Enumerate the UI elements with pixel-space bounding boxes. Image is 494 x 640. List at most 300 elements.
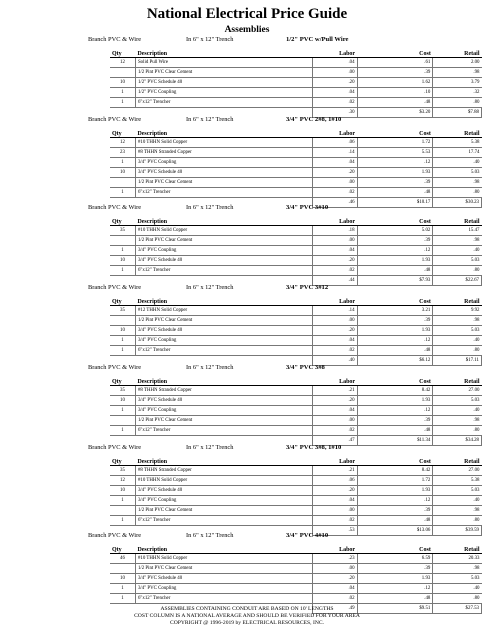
- description-header: Description: [135, 46, 313, 58]
- row-description: 6"x12" Trencher: [135, 426, 313, 436]
- row-labor: .04: [313, 496, 357, 506]
- table-row: [110, 188, 482, 198]
- row-qty: 1: [110, 594, 135, 604]
- row-labor: .04: [313, 58, 357, 68]
- row-description: 3/4" PVC Schedule 40: [135, 326, 313, 336]
- row-description: 6"x12" Trencher: [135, 188, 313, 198]
- row-cost: 5.53: [357, 148, 433, 158]
- row-labor: .06: [313, 138, 357, 148]
- row-cost: .48: [357, 98, 433, 108]
- row-labor: .00: [313, 416, 357, 426]
- row-labor: .02: [313, 516, 357, 526]
- row-retail: .80: [433, 516, 482, 526]
- cost-header: Cost: [357, 454, 433, 466]
- row-cost: .12: [357, 584, 433, 594]
- table-row: [110, 486, 482, 496]
- description-header: Description: [135, 214, 313, 226]
- row-retail: .98: [433, 316, 482, 326]
- row-description: 1/2 Pint PVC Clear Cement: [135, 506, 313, 516]
- assembly-section: [0, 531, 494, 614]
- row-qty: 12: [110, 476, 135, 486]
- row-cost: 1.93: [357, 486, 433, 496]
- row-retail: .80: [433, 98, 482, 108]
- table-row: [110, 346, 482, 356]
- row-retail: .80: [433, 346, 482, 356]
- row-qty: 35: [110, 306, 135, 316]
- row-description: #10 THHN Solid Copper: [135, 554, 313, 564]
- row-labor: .02: [313, 594, 357, 604]
- row-labor: .20: [313, 326, 357, 336]
- footer-line-basis: ASSEMBLIES CONTAINING CONDUIT ARE BASED ON 10' LENGTHS: [160, 606, 334, 612]
- row-qty: 35: [110, 386, 135, 396]
- row-labor: .04: [313, 88, 357, 98]
- row-qty: 1: [110, 584, 135, 594]
- description-header: Description: [135, 374, 313, 386]
- row-labor: .04: [313, 336, 357, 346]
- row-qty: 1: [110, 426, 135, 436]
- section-header: [0, 531, 494, 542]
- row-cost: .48: [357, 188, 433, 198]
- row-cost: .39: [357, 416, 433, 426]
- page-subtitle: Assemblies: [224, 25, 270, 35]
- assembly-table: [110, 374, 482, 446]
- row-retail: .98: [433, 178, 482, 188]
- row-labor: .00: [313, 178, 357, 188]
- row-labor: .20: [313, 574, 357, 584]
- row-description: 6"x12" Trencher: [135, 594, 313, 604]
- row-retail: 20.33: [433, 554, 482, 564]
- section-trench: In 6" x 12" Trench: [186, 116, 234, 123]
- row-retail: 5.03: [433, 574, 482, 584]
- row-retail: 5.03: [433, 396, 482, 406]
- labor-header: Labor: [313, 214, 357, 226]
- row-retail: 17.74: [433, 148, 482, 158]
- qty-header: Qty: [110, 46, 135, 58]
- row-qty: 1: [110, 98, 135, 108]
- row-description: #8 THHN Stranded Copper: [135, 148, 313, 158]
- labor-header: Labor: [313, 374, 357, 386]
- footer-line-verify: COST COLUMN IS A NATIONAL AVERAGE AND SHOULD BE VERIFIED FOR YOUR AREA: [134, 613, 360, 619]
- table-row: [110, 416, 482, 426]
- row-qty: 46: [110, 554, 135, 564]
- row-cost: 1.72: [357, 476, 433, 486]
- section-title: 3/4" PVC 3#8: [286, 364, 325, 371]
- retail-header: Retail: [433, 454, 482, 466]
- row-description: 1/2 Pint PVC Clear Cement: [135, 178, 313, 188]
- row-cost: .39: [357, 564, 433, 574]
- qty-header: Qty: [110, 126, 135, 138]
- row-cost: .39: [357, 178, 433, 188]
- row-labor: .06: [313, 476, 357, 486]
- table-row: [110, 506, 482, 516]
- qty-header: Qty: [110, 214, 135, 226]
- assembly-section: [0, 115, 494, 208]
- table-row: [110, 68, 482, 78]
- row-description: Solid Pull Wire: [135, 58, 313, 68]
- assembly-section: [0, 363, 494, 446]
- total-retail: $7.88: [433, 108, 482, 118]
- row-qty: [110, 316, 135, 326]
- row-retail: 5.38: [433, 138, 482, 148]
- assembly-section: [0, 35, 494, 118]
- retail-header: Retail: [433, 374, 482, 386]
- section-trench: In 6" x 12" Trench: [186, 532, 234, 539]
- row-qty: 10: [110, 78, 135, 88]
- table-row: [110, 88, 482, 98]
- row-description: 3/4" PVC Schedule 40: [135, 256, 313, 266]
- total-cost: $13.06: [357, 526, 433, 536]
- table-row: [110, 336, 482, 346]
- row-labor: .00: [313, 564, 357, 574]
- section-trench: In 6" x 12" Trench: [186, 444, 234, 451]
- description-header: Description: [135, 542, 313, 554]
- retail-header: Retail: [433, 46, 482, 58]
- table-row: [110, 496, 482, 506]
- row-qty: 1: [110, 266, 135, 276]
- labor-header: Labor: [313, 126, 357, 138]
- table-row: [110, 256, 482, 266]
- table-row: [110, 476, 482, 486]
- table-row: [110, 78, 482, 88]
- row-labor: .21: [313, 466, 357, 476]
- row-retail: 27.00: [433, 466, 482, 476]
- row-description: 1/2 Pint PVC Clear Cement: [135, 564, 313, 574]
- row-retail: 3.79: [433, 78, 482, 88]
- row-description: 3/4" PVC Schedule 40: [135, 574, 313, 584]
- row-cost: 1.93: [357, 168, 433, 178]
- row-qty: 10: [110, 396, 135, 406]
- page-footer: [0, 606, 494, 627]
- row-cost: .39: [357, 236, 433, 246]
- row-labor: .02: [313, 98, 357, 108]
- table-row: [110, 158, 482, 168]
- row-labor: .00: [313, 68, 357, 78]
- assembly-table: [110, 542, 482, 614]
- row-description: 3/4" PVC Coupling: [135, 406, 313, 416]
- row-cost: .39: [357, 68, 433, 78]
- row-labor: .20: [313, 256, 357, 266]
- row-labor: .23: [313, 554, 357, 564]
- row-retail: 5.03: [433, 326, 482, 336]
- row-retail: 2.00: [433, 58, 482, 68]
- row-qty: 10: [110, 168, 135, 178]
- table-row: [110, 594, 482, 604]
- row-cost: 1.93: [357, 326, 433, 336]
- row-cost: .12: [357, 158, 433, 168]
- row-cost: 6.59: [357, 554, 433, 564]
- section-title: 3/4" PVC 2#8, 1#10: [286, 116, 342, 123]
- table-row: [110, 564, 482, 574]
- table-row: [110, 406, 482, 416]
- row-retail: .98: [433, 564, 482, 574]
- row-description: 3/4" PVC Schedule 40: [135, 486, 313, 496]
- total-cost: $9.51: [357, 604, 433, 614]
- retail-header: Retail: [433, 294, 482, 306]
- row-description: 3/4" PVC Coupling: [135, 246, 313, 256]
- table-row: [110, 466, 482, 476]
- row-retail: 27.00: [433, 386, 482, 396]
- row-labor: .02: [313, 188, 357, 198]
- total-labor: .44: [313, 276, 357, 286]
- row-description: 3/4" PVC Schedule 40: [135, 396, 313, 406]
- row-retail: .80: [433, 266, 482, 276]
- row-retail: 15.47: [433, 226, 482, 236]
- total-retail: $34.28: [433, 436, 482, 446]
- assembly-table: [110, 294, 482, 366]
- section-header: [0, 203, 494, 214]
- total-retail: $22.67: [433, 276, 482, 286]
- row-cost: 1.93: [357, 396, 433, 406]
- qty-header: Qty: [110, 374, 135, 386]
- row-labor: .04: [313, 406, 357, 416]
- row-cost: 5.02: [357, 226, 433, 236]
- row-cost: .12: [357, 406, 433, 416]
- retail-header: Retail: [433, 214, 482, 226]
- row-cost: 8.42: [357, 466, 433, 476]
- table-row: [110, 326, 482, 336]
- section-trench: In 6" x 12" Trench: [186, 364, 234, 371]
- cost-header: Cost: [357, 294, 433, 306]
- row-labor: .04: [313, 584, 357, 594]
- row-retail: 5.03: [433, 168, 482, 178]
- labor-header: Labor: [313, 294, 357, 306]
- table-row: [110, 246, 482, 256]
- table-row: [110, 98, 482, 108]
- row-cost: .48: [357, 266, 433, 276]
- row-qty: 1: [110, 158, 135, 168]
- row-cost: .48: [357, 346, 433, 356]
- row-cost: .48: [357, 594, 433, 604]
- table-row: [110, 516, 482, 526]
- section-branch: Branch PVC & Wire: [88, 364, 142, 371]
- row-labor: .02: [313, 266, 357, 276]
- row-cost: .61: [357, 58, 433, 68]
- total-labor: .53: [313, 526, 357, 536]
- row-qty: 12: [110, 138, 135, 148]
- row-retail: .40: [433, 246, 482, 256]
- total-labor: .40: [313, 356, 357, 366]
- section-title: 3/4" PVC 3#10: [286, 204, 329, 211]
- table-row: [110, 138, 482, 148]
- row-qty: [110, 68, 135, 78]
- assembly-table: [110, 454, 482, 536]
- section-title: 3/4" PVC 3#12: [286, 284, 329, 291]
- footer-line-copyright: COPYRIGHT @ 1996-2019 by ELECTRICAL RESOURCES, INC.: [169, 620, 324, 626]
- row-description: #12 THHN Solid Copper: [135, 306, 313, 316]
- qty-header: Qty: [110, 542, 135, 554]
- description-header: Description: [135, 294, 313, 306]
- table-row: [110, 426, 482, 436]
- row-cost: 8.42: [357, 386, 433, 396]
- row-qty: 10: [110, 486, 135, 496]
- row-retail: .80: [433, 188, 482, 198]
- section-header: [0, 363, 494, 374]
- qty-header: Qty: [110, 294, 135, 306]
- section-title: 3/4" PVC 3#8, 1#10: [286, 444, 342, 451]
- row-description: 6"x12" Trencher: [135, 98, 313, 108]
- section-header: [0, 283, 494, 294]
- row-cost: .48: [357, 516, 433, 526]
- table-row: [110, 316, 482, 326]
- section-branch: Branch PVC & Wire: [88, 284, 142, 291]
- section-header: [0, 35, 494, 46]
- section-branch: Branch PVC & Wire: [88, 36, 142, 43]
- section-header: [0, 115, 494, 126]
- row-qty: 1: [110, 496, 135, 506]
- row-cost: .48: [357, 426, 433, 436]
- assembly-section: [0, 283, 494, 366]
- row-description: #10 THHN Solid Copper: [135, 476, 313, 486]
- total-labor: .49: [313, 604, 357, 614]
- labor-header: Labor: [313, 454, 357, 466]
- section-trench: In 6" x 12" Trench: [186, 204, 234, 211]
- row-cost: .12: [357, 336, 433, 346]
- row-cost: .39: [357, 316, 433, 326]
- section-title: 3/4" PVC 4#10: [286, 532, 329, 539]
- row-cost: .39: [357, 506, 433, 516]
- table-row: [110, 226, 482, 236]
- total-retail: $17.11: [433, 356, 482, 366]
- table-row: [110, 396, 482, 406]
- row-description: 1/2 Pint PVC Clear Cement: [135, 316, 313, 326]
- row-retail: 9.92: [433, 306, 482, 316]
- assembly-section: [0, 443, 494, 536]
- row-qty: [110, 564, 135, 574]
- row-labor: .00: [313, 236, 357, 246]
- row-cost: 1.93: [357, 256, 433, 266]
- row-retail: .80: [433, 594, 482, 604]
- total-cost: $7.93: [357, 276, 433, 286]
- cost-header: Cost: [357, 46, 433, 58]
- cost-header: Cost: [357, 214, 433, 226]
- labor-header: Labor: [313, 542, 357, 554]
- total-retail: $27.53: [433, 604, 482, 614]
- row-qty: 1: [110, 336, 135, 346]
- retail-header: Retail: [433, 126, 482, 138]
- row-retail: .80: [433, 426, 482, 436]
- total-labor: .47: [313, 436, 357, 446]
- row-description: 3/4" PVC Coupling: [135, 158, 313, 168]
- row-retail: 5.38: [433, 476, 482, 486]
- row-description: #8 THHN Stranded Copper: [135, 386, 313, 396]
- row-labor: .02: [313, 426, 357, 436]
- assembly-table: [110, 214, 482, 286]
- total-retail: $30.23: [433, 198, 482, 208]
- row-cost: .10: [357, 88, 433, 98]
- row-labor: .14: [313, 148, 357, 158]
- row-cost: 1.93: [357, 574, 433, 584]
- row-qty: 1: [110, 88, 135, 98]
- row-qty: 10: [110, 574, 135, 584]
- section-branch: Branch PVC & Wire: [88, 532, 142, 539]
- row-description: 3/4" PVC Coupling: [135, 584, 313, 594]
- table-row: [110, 168, 482, 178]
- description-header: Description: [135, 126, 313, 138]
- row-qty: 10: [110, 326, 135, 336]
- row-qty: 12: [110, 58, 135, 68]
- row-qty: 1: [110, 188, 135, 198]
- row-qty: 1: [110, 516, 135, 526]
- row-qty: 1: [110, 406, 135, 416]
- row-cost: 3.21: [357, 306, 433, 316]
- row-labor: .18: [313, 226, 357, 236]
- cost-header: Cost: [357, 542, 433, 554]
- row-description: #10 THHN Solid Copper: [135, 226, 313, 236]
- row-cost: 1.62: [357, 78, 433, 88]
- row-labor: .02: [313, 346, 357, 356]
- row-retail: .40: [433, 158, 482, 168]
- row-qty: 1: [110, 246, 135, 256]
- row-description: 6"x12" Trencher: [135, 346, 313, 356]
- cost-header: Cost: [357, 374, 433, 386]
- row-retail: .98: [433, 506, 482, 516]
- row-retail: .98: [433, 68, 482, 78]
- row-description: 6"x12" Trencher: [135, 266, 313, 276]
- row-labor: .04: [313, 158, 357, 168]
- row-qty: [110, 416, 135, 426]
- total-cost: $11.34: [357, 436, 433, 446]
- table-row: [110, 58, 482, 68]
- total-labor: .30: [313, 108, 357, 118]
- cost-header: Cost: [357, 126, 433, 138]
- table-row: [110, 236, 482, 246]
- assembly-table: [110, 46, 482, 118]
- row-labor: .20: [313, 168, 357, 178]
- total-labor: .46: [313, 198, 357, 208]
- total-cost: $3.20: [357, 108, 433, 118]
- assembly-table: [110, 126, 482, 208]
- section-branch: Branch PVC & Wire: [88, 444, 142, 451]
- row-description: 1/2" PVC Schedule 40: [135, 78, 313, 88]
- total-retail: $39.59: [433, 526, 482, 536]
- row-labor: .00: [313, 316, 357, 326]
- row-qty: [110, 506, 135, 516]
- row-qty: 1: [110, 346, 135, 356]
- row-description: 1/2 Pint PVC Clear Cement: [135, 416, 313, 426]
- row-retail: .32: [433, 88, 482, 98]
- labor-header: Labor: [313, 46, 357, 58]
- row-description: #8 THHN Stranded Copper: [135, 466, 313, 476]
- qty-header: Qty: [110, 454, 135, 466]
- table-row: [110, 574, 482, 584]
- row-cost: 1.72: [357, 138, 433, 148]
- row-description: 6"x12" Trencher: [135, 516, 313, 526]
- section-header: [0, 443, 494, 454]
- row-retail: .40: [433, 496, 482, 506]
- row-labor: .04: [313, 246, 357, 256]
- row-qty: 10: [110, 256, 135, 266]
- row-labor: .21: [313, 386, 357, 396]
- row-retail: .40: [433, 584, 482, 594]
- row-description: 3/4" PVC Coupling: [135, 496, 313, 506]
- section-title: 1/2" PVC w/Pull Wire: [286, 36, 349, 43]
- retail-header: Retail: [433, 542, 482, 554]
- table-row: [110, 178, 482, 188]
- section-branch: Branch PVC & Wire: [88, 204, 142, 211]
- row-description: 3/4" PVC Coupling: [135, 336, 313, 346]
- row-retail: 5.03: [433, 486, 482, 496]
- row-description: #10 THHN Solid Copper: [135, 138, 313, 148]
- row-labor: .00: [313, 506, 357, 516]
- row-retail: .98: [433, 236, 482, 246]
- row-labor: .14: [313, 306, 357, 316]
- section-branch: Branch PVC & Wire: [88, 116, 142, 123]
- row-description: 1/2" PVC Coupling: [135, 88, 313, 98]
- row-labor: .20: [313, 486, 357, 496]
- row-retail: .98: [433, 416, 482, 426]
- row-retail: .40: [433, 336, 482, 346]
- row-retail: .40: [433, 406, 482, 416]
